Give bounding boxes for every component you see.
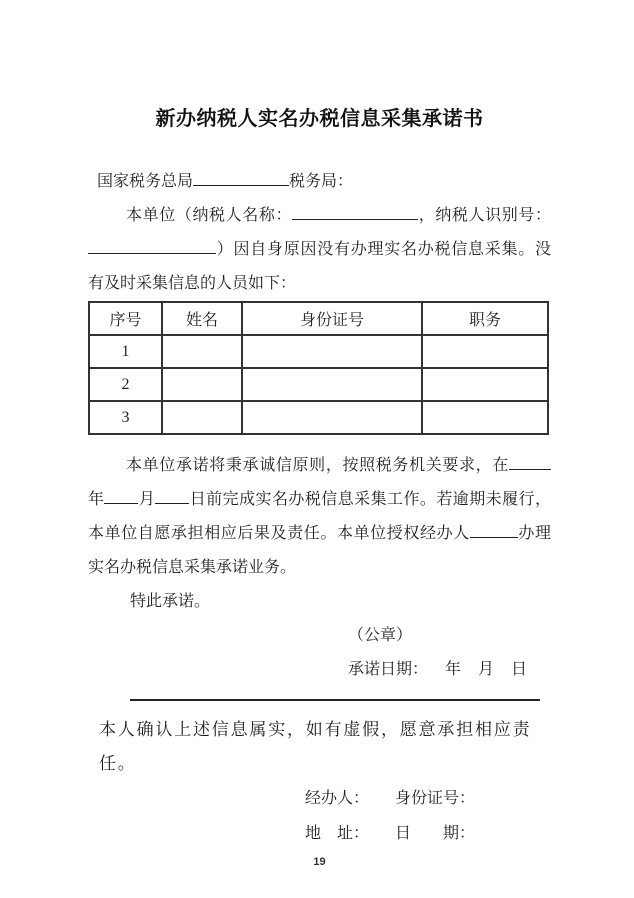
promise-date-year: 年 <box>445 661 462 678</box>
cell-id <box>242 335 422 368</box>
cell-seq: 2 <box>89 368 162 401</box>
page-title: 新办纳税人实名办税信息采集承诺书 <box>155 108 484 130</box>
intro-text-3: ）因自身原因没有办理实名办税信息采集。没有及时采集信息的人员如下： <box>88 241 551 292</box>
commitment-text-1: 本单位承诺将秉承诚信原则，按照税务机关要求，在 <box>126 457 509 474</box>
table-header-row <box>89 302 548 335</box>
year-blank-field <box>509 453 551 470</box>
intro-text-2: ，纳税人识别号： <box>418 207 551 224</box>
month-label: 月 <box>138 491 156 508</box>
personnel-table <box>88 301 549 435</box>
column-header-position: 职务 <box>422 302 548 335</box>
agent-label: 经办人： <box>305 790 370 807</box>
id-number-label: 身份证号： <box>395 790 476 807</box>
cell-name <box>162 401 242 434</box>
bureau-blank-field <box>193 169 289 186</box>
column-header-id: 身份证号 <box>242 302 422 335</box>
cell-id <box>242 401 422 434</box>
table-row <box>89 368 548 401</box>
cell-seq: 1 <box>89 335 162 368</box>
confirmation-statement: 本人确认上述信息属实，如有虚假，愿意承担相应责任。 <box>99 720 532 773</box>
month-blank-field <box>104 487 138 504</box>
signature-row-agent <box>88 781 551 816</box>
date-label: 日 期： <box>395 825 476 842</box>
promise-date-line <box>88 653 551 687</box>
salutation-line <box>88 165 551 199</box>
table-row <box>89 335 548 368</box>
promise-date-day: 日 <box>511 661 528 678</box>
commitment-text-3: 办理实名办税信息采集承诺业务。 <box>88 525 551 576</box>
column-header-name: 姓名 <box>162 302 242 335</box>
promise-date-label: 承诺日期： <box>348 661 429 678</box>
cell-seq: 3 <box>89 401 162 434</box>
column-header-seq: 序号 <box>89 302 162 335</box>
cell-name <box>162 368 242 401</box>
cell-position <box>422 368 548 401</box>
cell-position <box>422 401 548 434</box>
commitment-letter-page <box>88 0 551 868</box>
agent-blank-field <box>470 521 518 538</box>
page-number: 19 <box>313 856 326 868</box>
intro-text-1: 本单位（纳税人名称： <box>126 207 293 224</box>
cell-name <box>162 335 242 368</box>
taxpayer-id-blank-field <box>88 237 216 254</box>
closing-statement: 特此承诺。 <box>130 593 211 610</box>
signature-row-address <box>88 816 551 851</box>
year-label: 年 <box>88 491 105 508</box>
taxpayer-name-blank-field <box>292 203 418 220</box>
salutation-prefix: 国家税务总局 <box>97 173 194 190</box>
seal-placeholder: （公章） <box>348 627 413 644</box>
cell-position <box>422 335 548 368</box>
cell-id <box>242 368 422 401</box>
promise-date-month: 月 <box>478 661 495 678</box>
signature-divider-line <box>130 699 540 701</box>
salutation-suffix: 税务局： <box>289 173 354 190</box>
day-blank-field <box>155 487 189 504</box>
commitment-paragraph <box>88 449 551 585</box>
commitment-text-2: 日前完成实名办税信息采集工作。若逾期未履行，本单位自愿承担相应后果及责任。本单位授权经办人 <box>88 491 551 542</box>
address-label: 地 址： <box>305 825 370 842</box>
table-row <box>89 401 548 434</box>
intro-paragraph <box>88 199 551 301</box>
